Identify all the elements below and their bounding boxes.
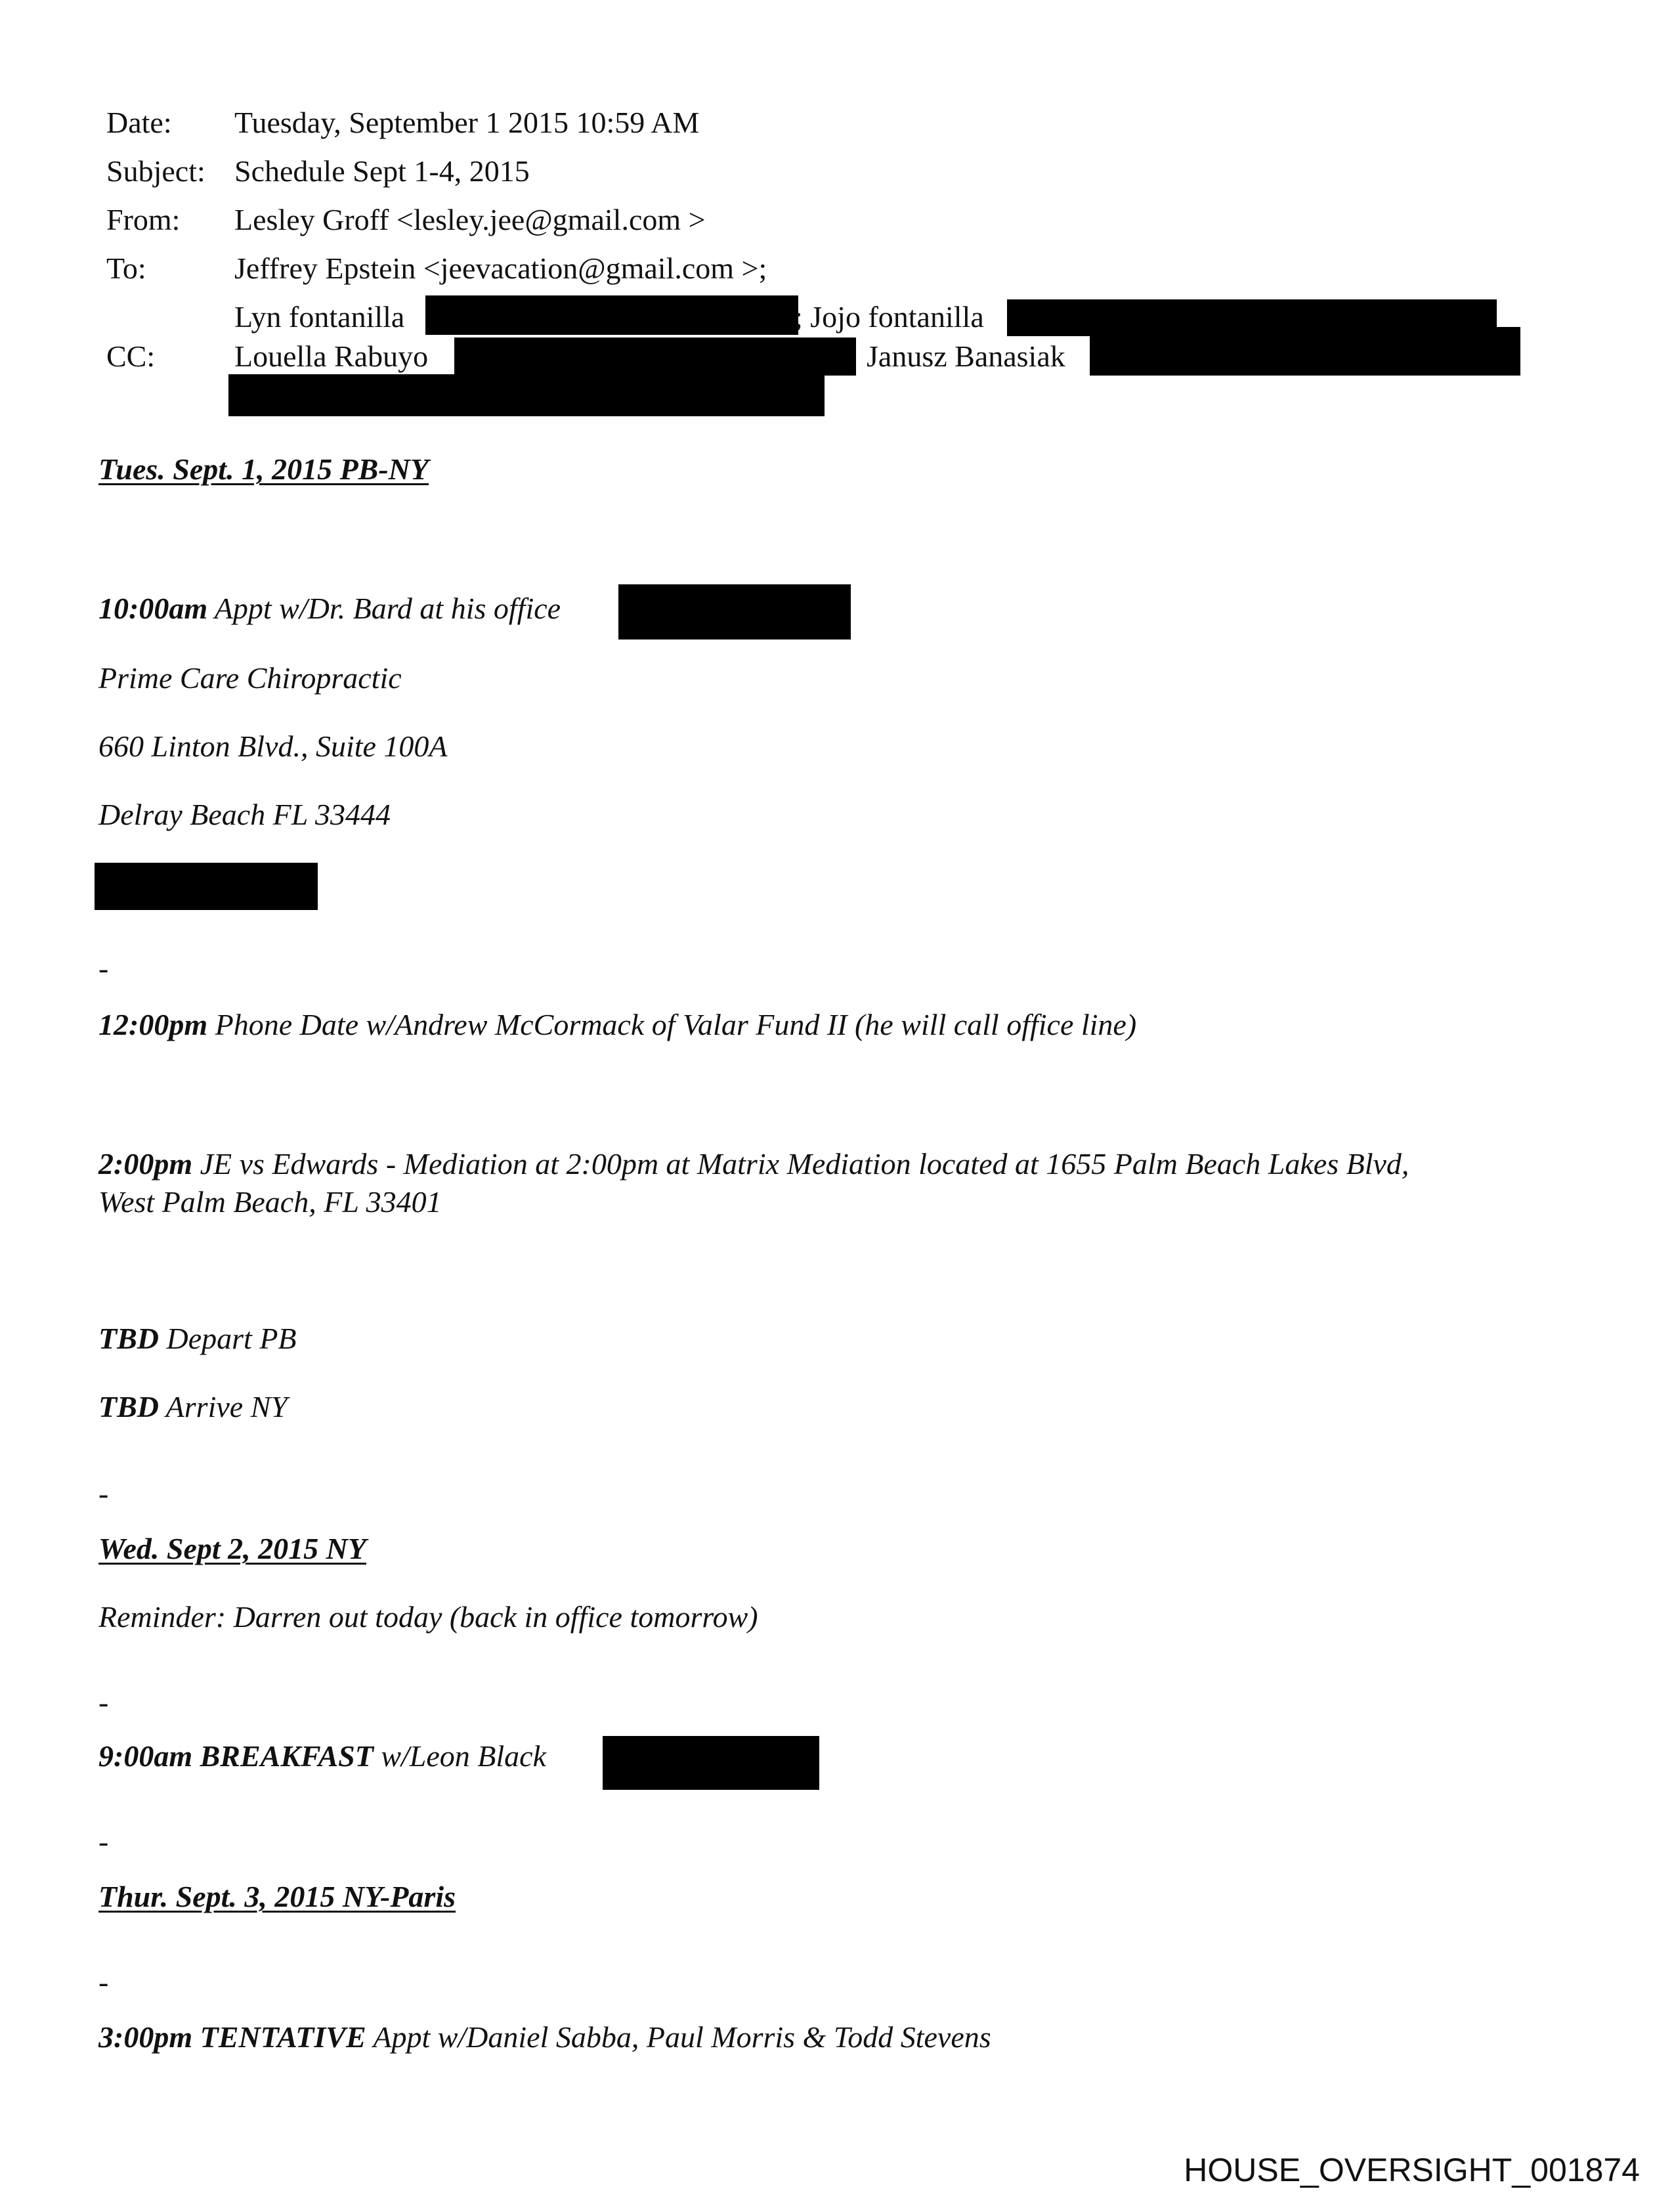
day-heading-thursday: Thur. Sept. 3, 2015 NY-Paris — [98, 1880, 456, 1913]
address-line-2: 660 Linton Blvd., Suite 100A — [98, 729, 448, 763]
address-line-3: Delray Beach FL 33444 — [98, 798, 391, 831]
reminder-note: Reminder: Darren out today (back in office tomorrow) — [98, 1600, 758, 1634]
separator-dash: - — [98, 1477, 109, 1510]
redaction-box — [454, 337, 856, 376]
redaction-box — [618, 584, 851, 640]
date-value: Tuesday, September 1 2015 10:59 AM — [234, 106, 700, 139]
appointment-time: 12:00pm — [98, 1008, 208, 1041]
appointment-breakfast — [98, 1739, 546, 1773]
from-value: Lesley Groff <lesley.jee@gmail.com > — [234, 203, 706, 236]
appointment-tentative — [98, 2020, 991, 2054]
cc-label: CC: — [106, 339, 156, 373]
arrive-entry — [98, 1389, 288, 1424]
redaction-box — [95, 863, 318, 910]
appointment-description: Depart PB — [159, 1322, 297, 1355]
cc-recipient-3: Louella Rabuyo — [234, 339, 429, 373]
appointment-time: 3:00pm TENTATIVE — [98, 2020, 366, 2054]
appointment-time: 2:00pm — [98, 1147, 193, 1181]
cc-recipient-4: Janusz Banasiak — [867, 339, 1065, 373]
redaction-box — [228, 374, 825, 416]
address-line-1: Prime Care Chiropractic — [98, 661, 402, 695]
redaction-box — [603, 1736, 819, 1790]
appointment-description: Phone Date w/Andrew McCormack of Valar Fund II (he will call office line) — [207, 1008, 1137, 1041]
appointment-description: JE vs Edwards - Mediation at 2:00pm at Matrix Mediation located at 1655 Palm Beach Lakes Blvd, — [192, 1147, 1409, 1181]
appointment-time: 9:00am BREAKFAST — [98, 1739, 374, 1773]
separator-dash: - — [98, 1685, 109, 1719]
appointment-chiropractor — [98, 591, 561, 626]
day-heading-tuesday: Tues. Sept. 1, 2015 PB-NY — [98, 452, 429, 486]
cc-recipient-2: ; Jojo fontanilla — [794, 300, 984, 334]
subject-label: Subject: — [106, 154, 205, 188]
date-label: Date: — [106, 106, 172, 139]
appointment-description: Appt w/Dr. Bard at his office — [207, 592, 561, 625]
bates-number: HOUSE_OVERSIGHT_001874 — [1184, 2152, 1640, 2188]
appointment-description: Arrive NY — [159, 1390, 288, 1423]
depart-entry — [98, 1321, 297, 1356]
subject-value: Schedule Sept 1-4, 2015 — [234, 154, 530, 188]
to-label: To: — [106, 251, 146, 285]
appointment-description: Appt w/Daniel Sabba, Paul Morris & Todd Stevens — [366, 2020, 991, 2054]
day-heading-wednesday: Wed. Sept 2, 2015 NY — [98, 1532, 367, 1565]
appointment-time: TBD — [98, 1390, 159, 1423]
appointment-time: TBD — [98, 1322, 159, 1355]
redaction-box — [1090, 327, 1520, 376]
appointment-phone-date — [98, 1007, 1136, 1042]
separator-dash: - — [98, 1965, 109, 1999]
from-label: From: — [106, 203, 181, 236]
cc-recipient-1: Lyn fontanilla — [234, 300, 405, 334]
appointment-time: 10:00am — [98, 592, 208, 625]
appointment-description: w/Leon Black — [373, 1739, 547, 1773]
to-value: Jeffrey Epstein <jeevacation@gmail.com >; — [234, 251, 767, 285]
appointment-mediation — [98, 1146, 1409, 1181]
redaction-box — [425, 295, 798, 335]
appointment-mediation-address: West Palm Beach, FL 33401 — [98, 1185, 442, 1219]
separator-dash: - — [98, 951, 109, 985]
separator-dash: - — [98, 1825, 109, 1858]
